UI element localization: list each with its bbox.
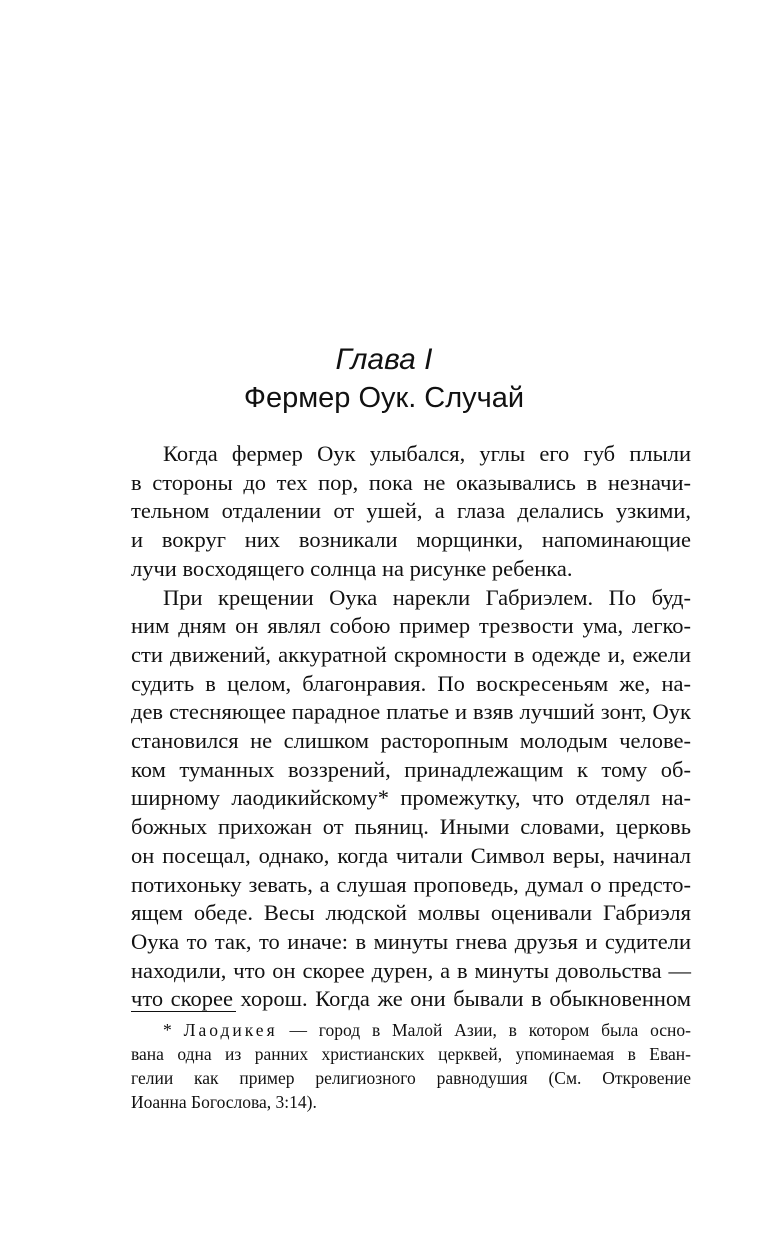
body-line: При крещении Оука нарекли Габриэлем. По буд- [163, 584, 691, 610]
body-line: божных прихожан от пьяниц. Иными словами, церковь [131, 814, 691, 840]
footnote-line: гелии как пример религиозного равнодушия (См. Откровение [131, 1068, 691, 1088]
body-line: ком туманных воззрений, принадлежащим к тому об- [131, 756, 691, 782]
footnote [131, 1018, 691, 1114]
body-line: ним дням он являл собою пример трезвости ума, легко- [131, 613, 691, 639]
footnote-line1-rest: — город в Малой Азии, в котором была осно- [277, 1020, 691, 1040]
chapter-number: Глава I [335, 343, 433, 376]
body-line: в стороны до тех пор, пока не оказывались в незначи- [131, 469, 691, 495]
footnote-rule [131, 1011, 236, 1012]
footnote-line: вана одна из ранних христианских церквей, упоминаемая в Еван- [131, 1044, 691, 1064]
footnote-line [131, 1018, 691, 1042]
body-line: сти движений, аккуратной скромности в одежде и, ежели [131, 641, 691, 667]
body-line: и вокруг них возникали морщинки, напоминающие [131, 527, 691, 553]
footnote-term: Лаодикея [183, 1020, 278, 1040]
chapter-title: Фермер Оук. Случай [243, 382, 525, 414]
footnote-marker: * [163, 1020, 184, 1040]
body-line: он посещал, однако, когда читали Символ веры, начинал [131, 842, 691, 868]
footnote-line: Иоанна Богослова, 3:14). [131, 1092, 317, 1112]
body-line: дев стесняющее парадное платье и взяв лучший зонт, Оук [131, 699, 691, 725]
body-line: тельном отдалении от ушей, а глаза делались узкими, [131, 498, 691, 524]
body-line: Оука то так, то иначе: в минуты гнева друзья и судители [131, 928, 691, 954]
body-line: ящем обеде. Весы людской молвы оценивали Габриэля [131, 900, 691, 926]
body-line: ширному лаодикийскому* промежутку, что отделял на- [131, 785, 691, 811]
body-line: судить в целом, благонравия. По воскресеньям же, на- [131, 670, 691, 696]
body-line: лучи восходящего солнца на рисунке ребенка. [131, 555, 573, 581]
body-line: Когда фермер Оук улыбался, углы его губ плыли [163, 441, 691, 466]
body-text [131, 440, 691, 1014]
body-line: потихоньку зевать, а слушая проповедь, думал о предсто- [131, 871, 691, 897]
body-line: находили, что он скорее дурен, а в минуты довольства — [131, 957, 691, 983]
body-line: становился не слишком расторопным молодым челове- [131, 728, 691, 754]
body-line: что скорее хорош. Когда же они бывали в обыкновенном [131, 986, 691, 1012]
